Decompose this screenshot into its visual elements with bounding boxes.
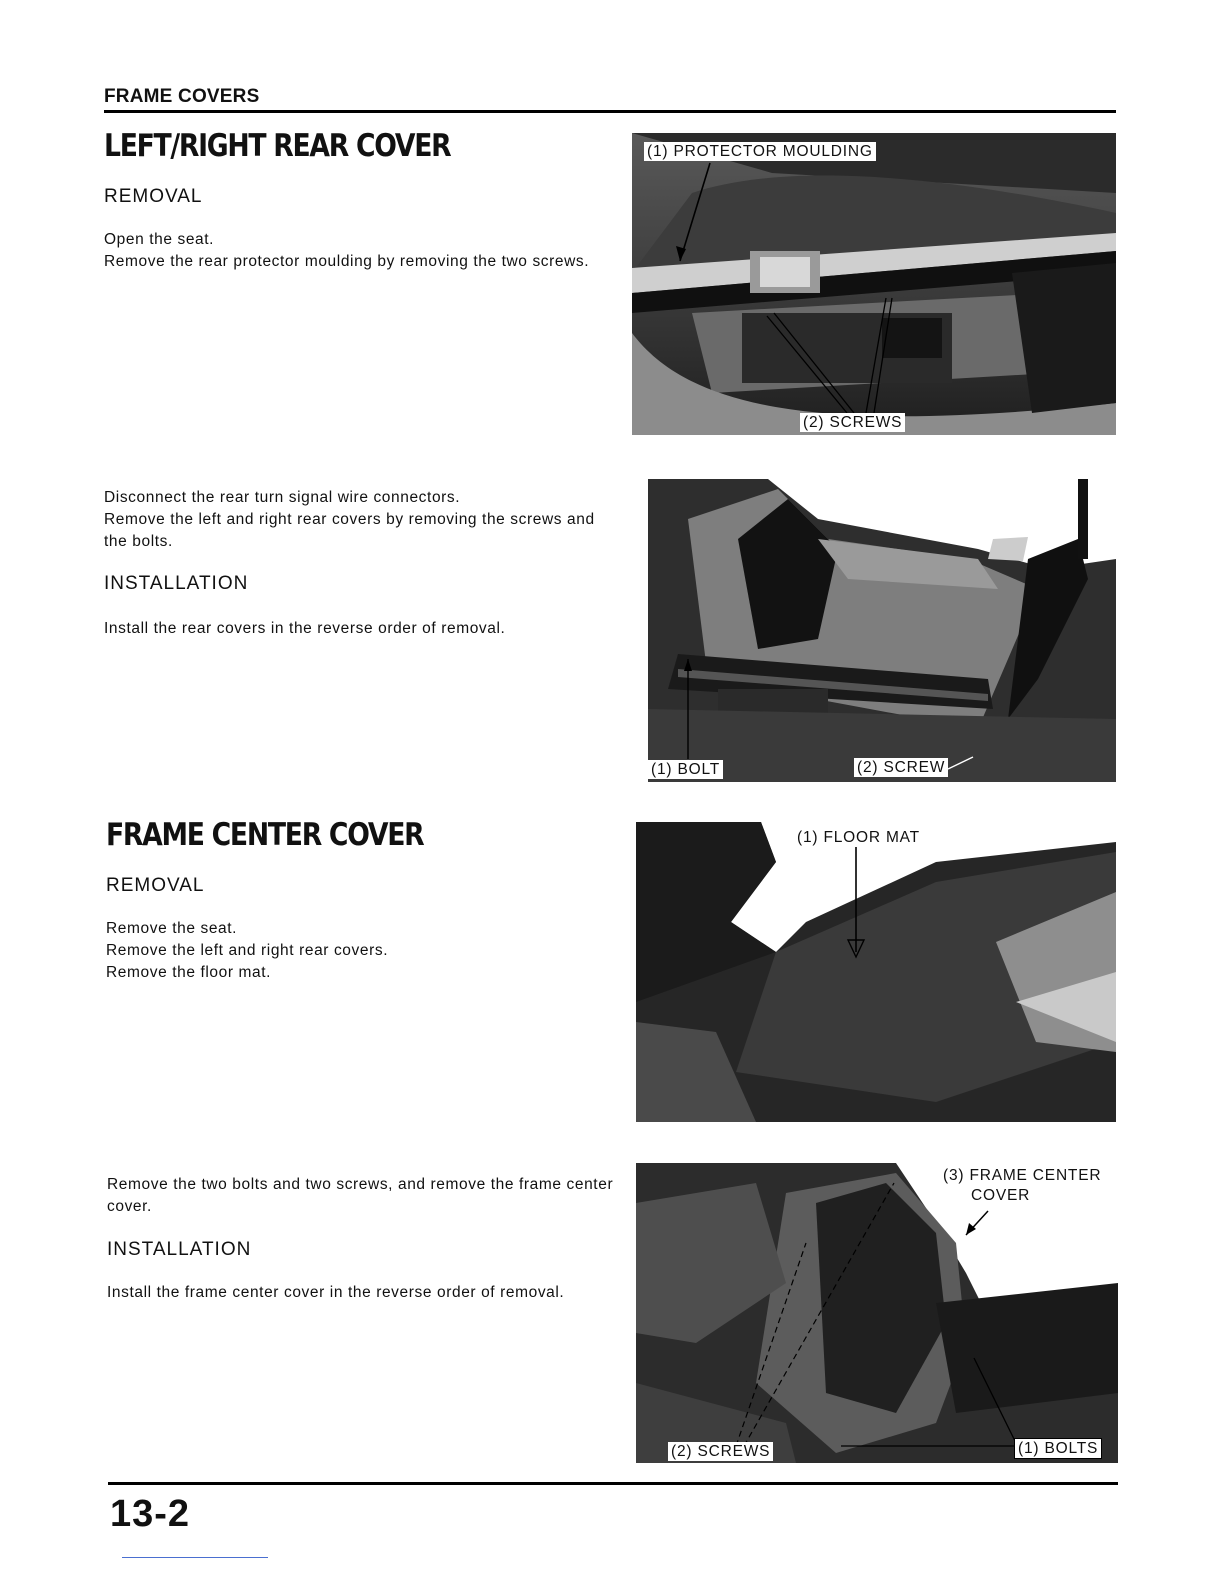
callout-screws: (2) SCREWS — [800, 413, 905, 432]
paragraph: Remove the left and right rear covers. — [106, 942, 389, 959]
center-removal-text-2 — [107, 1174, 622, 1218]
photo-illustration — [632, 133, 1116, 435]
link-underline — [122, 1557, 268, 1558]
paragraph: Remove the left and right rear covers by removing the screws and the bolts. — [104, 511, 595, 550]
paragraph: Disconnect the rear turn signal wire connectors. — [104, 489, 461, 506]
paragraph: Remove the rear protector moulding by removing the two screws. — [104, 253, 590, 270]
rear-installation-text — [104, 618, 624, 640]
callout-screws: (2) SCREWS — [668, 1442, 773, 1461]
footer-rule — [108, 1482, 1118, 1485]
callout-bolts: (1) BOLTS — [1014, 1438, 1102, 1459]
paragraph: Install the frame center cover in the reverse order of removal. — [107, 1284, 565, 1301]
photo-illustration — [636, 1163, 1118, 1463]
subhead-installation-center: INSTALLATION — [107, 1239, 252, 1260]
figure-floor-mat-photo — [636, 822, 1116, 1122]
photo-illustration — [648, 479, 1116, 782]
subhead-installation-rear: INSTALLATION — [104, 573, 249, 594]
paragraph: Install the rear covers in the reverse order of removal. — [104, 620, 506, 637]
callout-frame-center-cover-line1: (3) FRAME CENTER — [940, 1166, 1104, 1185]
center-removal-text-1 — [106, 918, 616, 984]
figure-rear-cover-photo — [648, 479, 1116, 782]
photo-illustration — [636, 822, 1116, 1122]
callout-frame-center-cover-line2: COVER — [968, 1186, 1033, 1205]
callout-screw: (2) SCREW — [854, 758, 948, 777]
running-head: FRAME COVERS — [104, 86, 260, 107]
paragraph: Remove the seat. — [106, 920, 238, 937]
section-title-rear-cover: LEFT/RIGHT REAR COVER — [104, 128, 451, 164]
section-title-center-cover: FRAME CENTER COVER — [106, 817, 424, 853]
paragraph: Remove the floor mat. — [106, 964, 272, 981]
rear-removal-text-1 — [104, 229, 614, 273]
subhead-removal-center: REMOVAL — [106, 875, 205, 896]
paragraph: Open the seat. — [104, 231, 215, 248]
callout-bolt: (1) BOLT — [648, 760, 723, 779]
callout-protector-moulding: (1) PROTECTOR MOULDING — [644, 142, 876, 161]
header-rule — [104, 110, 1116, 113]
rear-removal-text-2 — [104, 487, 619, 553]
subhead-removal-rear: REMOVAL — [104, 186, 203, 207]
page-number: 13-2 — [110, 1493, 191, 1535]
figure-frame-center-cover-photo — [636, 1163, 1118, 1463]
paragraph: Remove the two bolts and two screws, and remove the frame center cover. — [107, 1176, 614, 1215]
center-installation-text — [107, 1282, 627, 1304]
callout-floor-mat: (1) FLOOR MAT — [794, 828, 923, 847]
figure-protector-moulding-photo — [632, 133, 1116, 435]
